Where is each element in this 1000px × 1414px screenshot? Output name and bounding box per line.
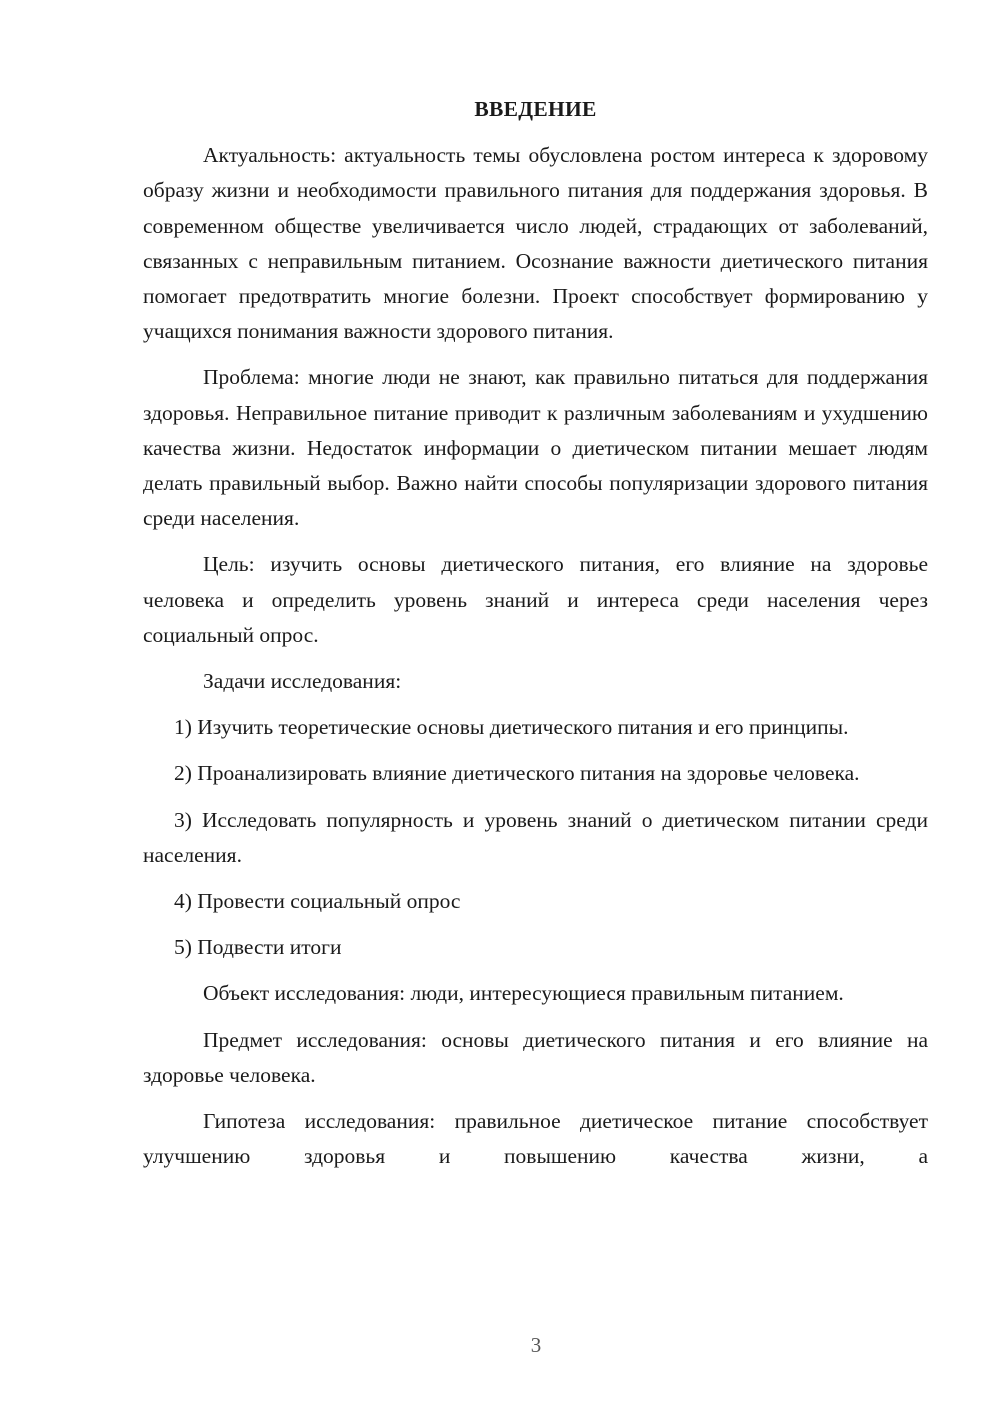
hypothesis-paragraph: Гипотеза исследования: правильное диетическое питание способствует улучшению здоровья и повышению качества жизни, а xyxy=(143,1109,928,1169)
goal-paragraph: Цель: изучить основы диетического питания, его влияние на здоровье человека и определить уровень знаний и интереса среди населения через социальный опрос. xyxy=(143,552,928,647)
page-content xyxy=(143,92,928,1174)
problem-paragraph: Проблема: многие люди не знают, как правильно питаться для поддержания здоровья. Неправильное питание приводит к различным заболеваниям и ухудшению качества жизни. Недостаток информации о диетическом питании мешает людям делать правильный выбор. Важно найти способы популяризации здорового питания среди населения. xyxy=(143,365,928,531)
tasks-heading: Задачи исследования: xyxy=(203,669,402,694)
task-item: 2) Проанализировать влияние диетического питания на здоровье человека. xyxy=(174,761,860,786)
task-item: 1) Изучить теоретические основы диетического питания и его принципы. xyxy=(174,715,849,740)
subject-paragraph: Предмет исследования: основы диетического питания и его влияние на здоровье человека. xyxy=(143,1027,928,1087)
object-paragraph: Объект исследования: люди, интересующиеся правильным питанием. xyxy=(203,981,844,1006)
page-number: 3 xyxy=(530,1333,542,1357)
task-item: 3) Исследовать популярность и уровень знаний о диетическом питании среди населения. xyxy=(143,807,928,867)
relevance-paragraph: Актуальность: актуальность темы обусловлена ростом интереса к здоровому образу жизни и необходимости правильного питания для поддержания здоровья. В современном обществе увеличивается число людей, страдающих от заболеваний, связанных с неправильным питанием. Осознание важности диетического питания помогает предотвратить многие болезни. Проект способствует формированию у учащихся понимания важности здорового питания. xyxy=(143,143,928,344)
task-item: 4) Провести социальный опрос xyxy=(174,889,461,914)
task-item: 5) Подвести итоги xyxy=(174,935,342,960)
section-title: ВВЕДЕНИЕ xyxy=(474,97,597,121)
